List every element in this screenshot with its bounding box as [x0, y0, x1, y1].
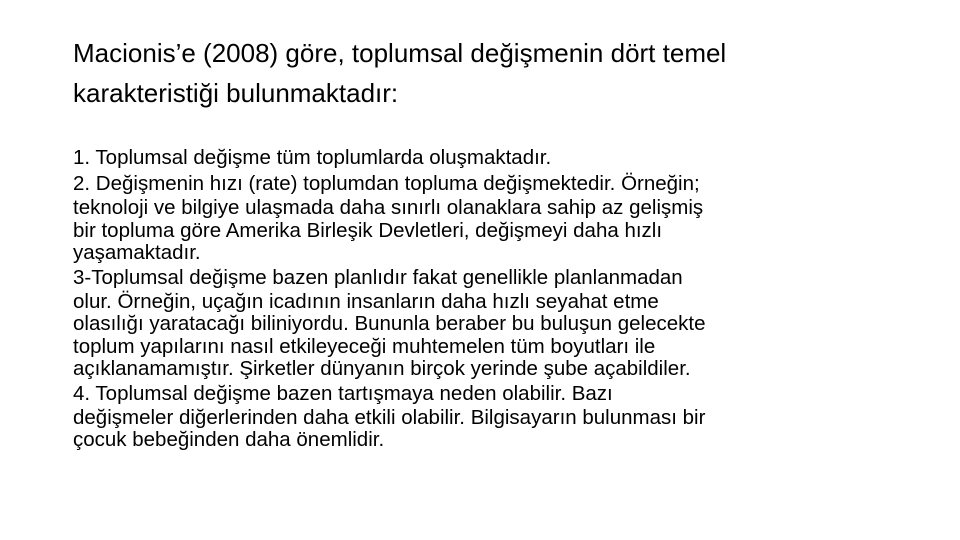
point-line: teknoloji ve bilgiye ulaşmada daha sınırlı olanaklara sahip az gelişmiş: [73, 196, 704, 219]
title-line: Macionis’e (2008) göre, toplumsal değişmenin dört temel: [73, 38, 727, 68]
slide-body: [73, 145, 933, 452]
slide-title: [73, 33, 933, 113]
point-2: [73, 171, 933, 265]
point-line: yaşamaktadır.: [73, 241, 201, 264]
point-line: 4. Toplumsal değişme bazen tartışmaya neden olabilir. Bazı: [73, 381, 613, 405]
title-line: karakteristiği bulunmaktadır:: [73, 78, 399, 108]
point-line: açıklanamamıştır. Şirketler dünyanın birçok yerinde şube açabildiler.: [73, 357, 691, 380]
point-line: çocuk bebeğinden daha önemlidir.: [73, 428, 385, 451]
point-4: [73, 381, 933, 452]
point-line: olur. Örneğin, uçağın icadının insanların daha hızlı seyahat etme: [73, 289, 659, 313]
point-line: toplum yapılarını nasıl etkileyeceği muhtemelen tüm boyutları ile: [73, 334, 656, 358]
point-3: [73, 265, 933, 381]
point-line: 2. Değişmenin hızı (rate) toplumdan topluma değişmektedir. Örneğin;: [73, 172, 700, 195]
point-line: olasılığı yaratacağı biliniyordu. Bununla beraber bu buluşun gelecekte: [73, 312, 706, 335]
point-line: değişmeler diğerlerinden daha etkili olabilir. Bilgisayarın bulunması bir: [73, 405, 706, 429]
point-line: 1. Toplumsal değişme tüm toplumlarda oluşmaktadır.: [73, 146, 552, 169]
point-1: [73, 145, 933, 171]
point-line: 3-Toplumsal değişme bazen planlıdır fakat genellikle planlanmadan: [73, 265, 683, 289]
point-line: bir topluma göre Amerika Birleşik Devletleri, değişmeyi daha hızlı: [73, 218, 663, 242]
